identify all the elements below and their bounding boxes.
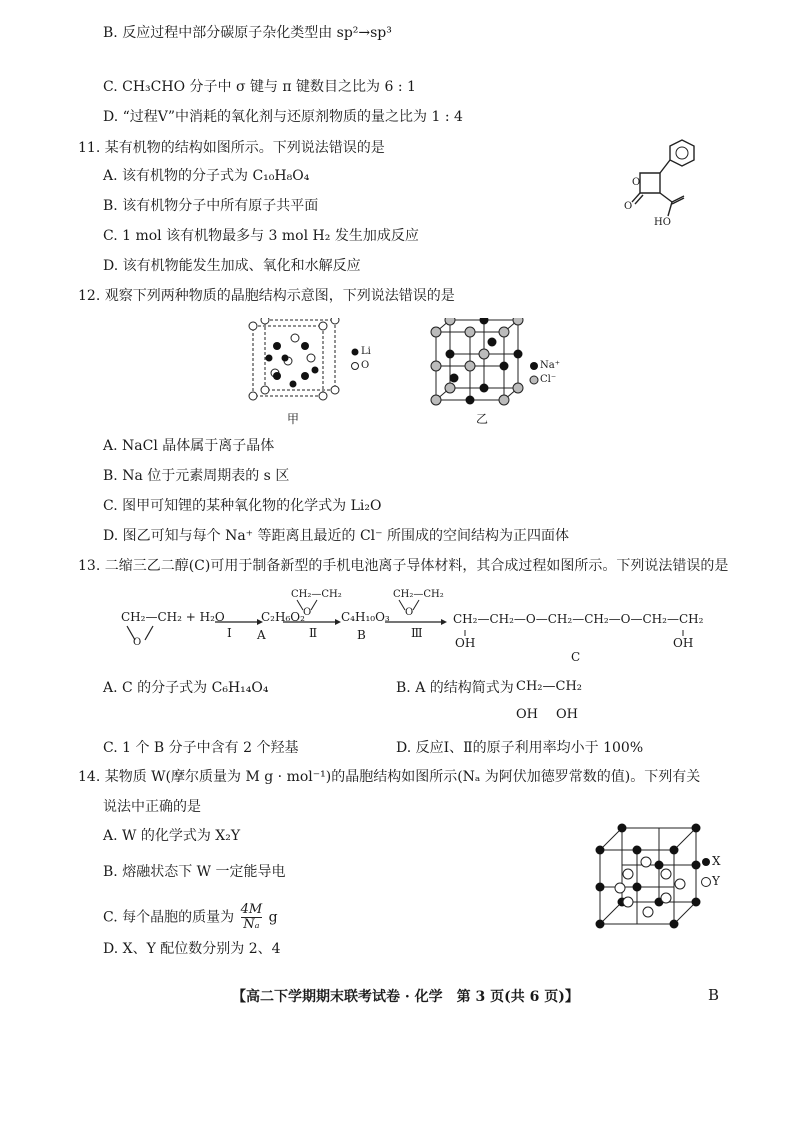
step-3-label: Ⅲ xyxy=(411,626,423,640)
product-c-label: C xyxy=(571,650,581,664)
q14-option-c-unit: g xyxy=(268,909,278,926)
product-oh-left: OH xyxy=(455,636,476,650)
step-1-label: Ⅰ xyxy=(227,626,232,640)
q11-structure-figure xyxy=(610,138,710,233)
step-2-label: Ⅱ xyxy=(309,626,318,640)
q13-synthesis-scheme xyxy=(115,588,715,668)
q10-option-d: D. “过程Ⅴ”中消耗的氧化剂与还原剂物质的量之比为 1 : 4 xyxy=(103,109,463,125)
q13-option-b-oh-1: OH xyxy=(516,707,538,722)
q11-stem: 11. 某有机物的结构如图所示。下列说法错误的是 xyxy=(78,140,385,156)
q14-option-c-prefix: C. 每个晶胞的质量为 xyxy=(103,909,235,926)
q10-option-b: B. 反应过程中部分碳原子杂化类型由 sp²→sp³ xyxy=(103,25,392,41)
compound-b-formula: C₄H₁₀O₃ xyxy=(341,610,390,624)
q12-option-b: B. Na 位于元素周期表的 s 区 xyxy=(103,468,290,484)
step-2-epoxide: CH₂—CH₂ xyxy=(291,589,342,600)
q14-option-a: A. W 的化学式为 X₂Y xyxy=(103,828,241,844)
jia-legend-o: O xyxy=(361,360,370,371)
jia-caption: 甲 xyxy=(287,412,300,426)
q14-stem-line2: 说法中正确的是 xyxy=(103,799,201,815)
q10-option-c: C. CH₃CHO 分子中 σ 键与 π 键数目之比为 6 : 1 xyxy=(103,79,416,95)
reactant-epoxide-oxygen: O xyxy=(133,637,142,648)
product-c-chain: CH₂—CH₂—O—CH₂—CH₂—O—CH₂—CH₂ xyxy=(453,612,704,626)
product-oh-right: OH xyxy=(673,636,694,650)
q14-fraction-numerator: 4M xyxy=(240,902,263,917)
step-3-epoxide: CH₂—CH₂ xyxy=(393,589,444,600)
q14-fraction xyxy=(241,903,263,932)
q14-crystal-figure xyxy=(592,822,722,932)
q13-stem: 13. 二缩三乙二醇(C)可用于制备新型的手机电池离子导体材料，其合成过程如图所示。下列说法错误的是 xyxy=(78,558,729,574)
q11-option-c: C. 1 mol 该有机物最多与 3 mol H₂ 发生加成反应 xyxy=(103,228,419,244)
q14-legend-x: X xyxy=(712,854,721,868)
q12-option-d: D. 图乙可知与每个 Na⁺ 等距离且最近的 Cl⁻ 所围成的空间结构为正四面体 xyxy=(103,528,569,544)
step-3-epoxide-oxygen: O xyxy=(405,607,414,618)
jia-legend-li: Li xyxy=(361,346,371,357)
q11-option-a: A. 该有机物的分子式为 C₁₀H₈O₄ xyxy=(103,168,310,184)
q14-option-c xyxy=(103,903,278,932)
q13-option-b: B. A 的结构简式为 xyxy=(396,680,514,696)
q13-option-d: D. 反应Ⅰ、Ⅱ的原子利用率均小于 100% xyxy=(396,740,644,756)
yi-legend-na: Na⁺ xyxy=(540,360,560,371)
q14-stem-line1: 14. 某物质 W(摩尔质量为 M g · mol⁻¹)的晶胞结构如图所示(Nₐ 为阿伏加德罗常数的值)。下列有关 xyxy=(78,769,701,785)
q11-option-d: D. 该有机物能发生加成、氧化和水解反应 xyxy=(103,258,361,274)
hydroxyl-label: HO xyxy=(654,217,671,228)
q12-stem: 12. 观察下列两种物质的晶胞结构示意图，下列说法错误的是 xyxy=(78,288,455,304)
q12-option-c: C. 图甲可知锂的某种氧化物的化学式为 Li₂O xyxy=(103,498,382,514)
q12-option-a: A. NaCl 晶体属于离子晶体 xyxy=(103,438,275,454)
compound-a-formula: C₂H₆O₂ xyxy=(261,610,305,624)
reactant-ethylene-oxide: CH₂—CH₂ + H₂O xyxy=(121,610,225,624)
q14-option-d: D. X、Y 配位数分别为 2、4 xyxy=(103,941,281,957)
q12-figure-jia xyxy=(245,318,371,426)
q14-option-b: B. 熔融状态下 W 一定能导电 xyxy=(103,864,286,880)
q13-option-b-oh-2: OH xyxy=(556,707,578,722)
step-2-epoxide-oxygen: O xyxy=(303,607,312,618)
page-footer: 【高二下学期期末联考试卷 · 化学 第 3 页(共 6 页)】 xyxy=(232,989,579,1005)
compound-b-label: B xyxy=(357,628,366,642)
compound-a-label: A xyxy=(257,628,266,642)
ring-oxygen-label: O xyxy=(632,177,641,188)
q14-legend-y: Y xyxy=(712,874,720,888)
keto-oxygen-label: O xyxy=(624,201,633,212)
paper-version-mark: B xyxy=(708,986,720,1004)
q13-option-b-structure: CH₂—CH₂ xyxy=(516,679,582,694)
yi-legend-cl: Cl⁻ xyxy=(540,374,557,385)
yi-caption: 乙 xyxy=(476,412,489,426)
q14-fraction-denominator: Nₐ xyxy=(243,917,260,932)
q11-option-b: B. 该有机物分子中所有原子共平面 xyxy=(103,198,319,214)
q13-option-c: C. 1 个 B 分子中含有 2 个羟基 xyxy=(103,740,299,756)
q12-figure-yi xyxy=(430,318,560,426)
q13-option-a: A. C 的分子式为 C₆H₁₄O₄ xyxy=(103,680,269,696)
